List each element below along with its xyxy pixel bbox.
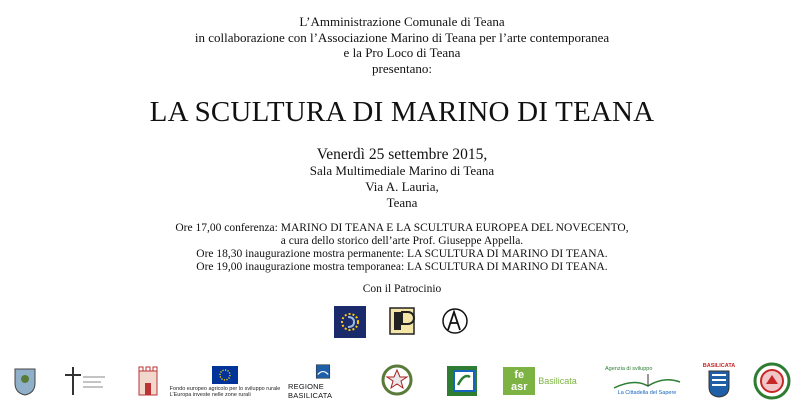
venue-line: Teana bbox=[386, 195, 418, 210]
eu-flag-icon bbox=[212, 366, 238, 384]
feasr-caption: Fondo europeo agricolo per lo sviluppo rurale L’Europa investe nelle zone rurali bbox=[169, 386, 281, 398]
agenzia-sub: La Cittadella del Sapere bbox=[617, 390, 677, 396]
intro-block bbox=[0, 14, 804, 76]
feasr-region: Basilicata bbox=[538, 376, 577, 386]
pro-loco-logo bbox=[388, 306, 416, 338]
program-line: Ore 18,30 inaugurazione mostra permanente: LA SCULTURA DI MARINO DI TEANA. bbox=[196, 248, 608, 260]
program-line: Ore 17,00 conferenza: MARINO DI TEANA E LA SCULTURA EUROPEA DEL NOVECENTO, bbox=[175, 222, 629, 234]
associazione-logo bbox=[440, 306, 470, 338]
teana-coat-of-arms-icon bbox=[10, 364, 40, 398]
intro-line: e la Pro Loco di Teana bbox=[343, 45, 461, 60]
agenzia-sviluppo-logo bbox=[605, 362, 689, 400]
basilicata-shield-icon bbox=[707, 369, 731, 399]
venue-line: Sala Multimediale Marino di Teana bbox=[309, 163, 495, 178]
intro-line: presentano: bbox=[372, 60, 432, 76]
eu-stars-logo bbox=[334, 306, 366, 338]
program-line: Ore 19,00 inaugurazione mostra temporanea: LA SCULTURA DI MARINO DI TEANA. bbox=[196, 261, 608, 273]
program-line: a cura dello storico dell’arte Prof. Giuseppe Appella. bbox=[280, 235, 524, 247]
agenzia-label: Agenzia di sviluppo bbox=[605, 366, 653, 372]
regione-basilicata-logo bbox=[288, 364, 358, 400]
page-title: LA SCULTURA DI MARINO DI TEANA bbox=[149, 96, 655, 128]
cross-emblem-logo bbox=[60, 364, 110, 398]
intro-line: in collaborazione con l’Associazione Marino di Teana per l’arte contemporanea bbox=[194, 29, 610, 45]
leader-logo bbox=[445, 364, 479, 398]
venue-line: Via A. Lauria, bbox=[365, 179, 439, 194]
italian-republic-emblem-icon bbox=[380, 362, 414, 398]
program-block bbox=[0, 222, 804, 274]
patrocinio-heading: Con il Patrocinio bbox=[362, 283, 442, 295]
basilicata-badge-label: BASILICATA bbox=[702, 363, 736, 369]
regione-label: REGIONE BASILICATA bbox=[288, 382, 333, 400]
feasr-eu-logo bbox=[170, 364, 280, 400]
regione-shield-icon bbox=[313, 364, 333, 379]
feasr-word: fe asr bbox=[503, 367, 535, 395]
feasr-basilicata-logo bbox=[500, 366, 580, 396]
basilicata-badge-logo bbox=[702, 362, 736, 400]
venue-block bbox=[272, 163, 532, 211]
castle-tower-logo bbox=[135, 362, 161, 398]
associazione-circle-logo bbox=[750, 362, 794, 400]
intro-line: L’Amministrazione Comunale di Teana bbox=[299, 14, 505, 29]
event-date: Venerdì 25 settembre 2015, bbox=[316, 146, 488, 163]
cittadella-icon bbox=[612, 372, 682, 390]
